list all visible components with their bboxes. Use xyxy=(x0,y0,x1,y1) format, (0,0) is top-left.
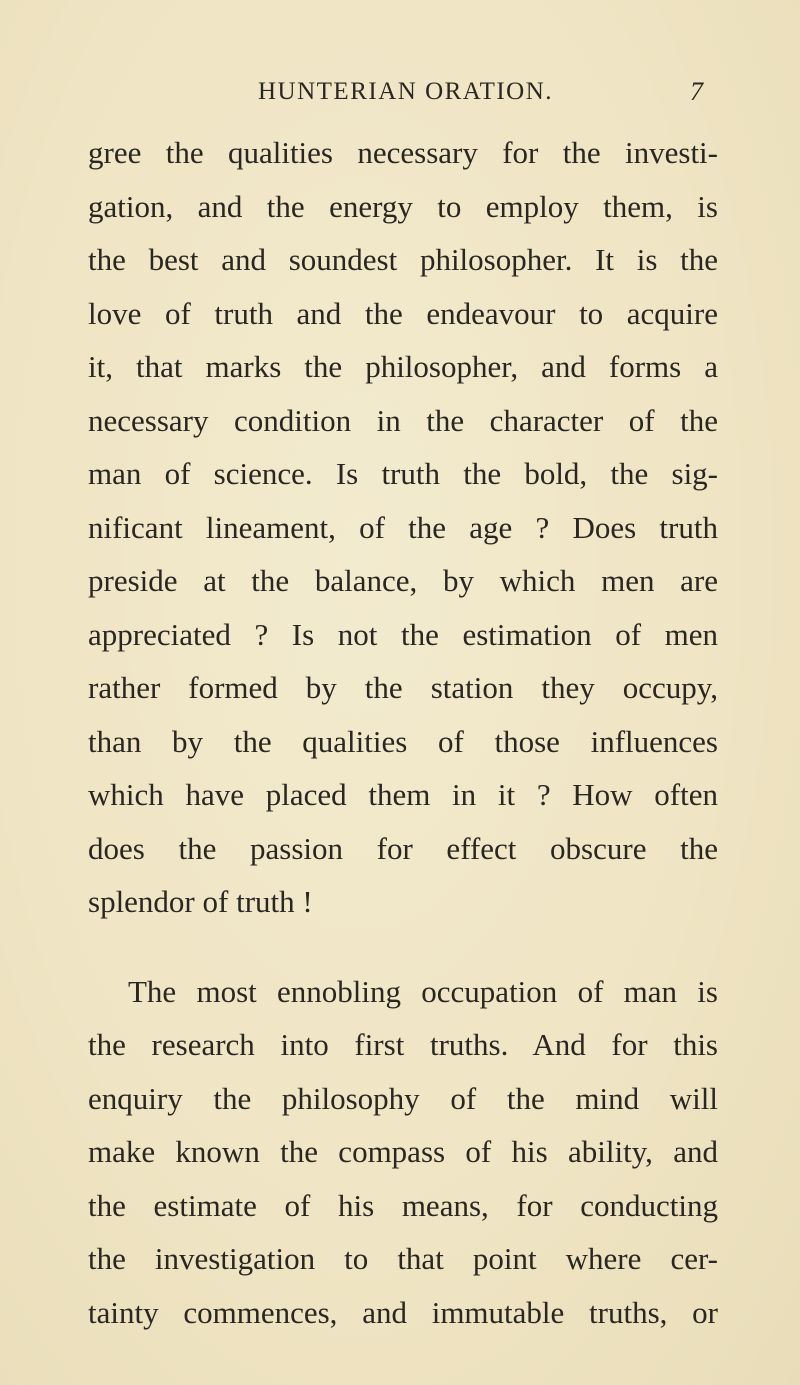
text-line: which have placed them in it ? How often xyxy=(88,777,718,812)
text-line: gation, and the energy to employ them, is xyxy=(88,188,718,224)
text-line: The most ennobling occupation of man is xyxy=(128,973,718,1009)
text-line: does the passion for effect obscure the xyxy=(88,830,718,866)
text-line: the research into first truths. And for this xyxy=(88,1027,718,1062)
text-line: rather formed by the station they occupy, xyxy=(88,670,718,705)
paragraph-2 xyxy=(88,965,718,1340)
text-line: preside at the balance, by which men are xyxy=(88,563,718,598)
running-title: HUNTERIAN ORATION. xyxy=(258,78,554,105)
text-line: than by the qualities of those influences xyxy=(88,723,718,759)
text-line: the estimate of his means, for conducting xyxy=(88,1187,718,1223)
text-line: gree the qualities necessary for the investi- xyxy=(88,135,718,170)
text-line: make known the compass of his ability, and xyxy=(88,1134,718,1169)
text-line: necessary condition in the character of the xyxy=(88,402,718,438)
page-number: 7 xyxy=(690,77,703,106)
text-line: the best and soundest philosopher. It is the xyxy=(88,242,718,277)
text-line: nificant lineament, of the age ? Does truth xyxy=(88,509,718,545)
text-line: tainty commences, and immutable truths, or xyxy=(88,1294,718,1330)
text-line: man of science. Is truth the bold, the sig- xyxy=(88,456,718,491)
text-line: splendor of truth ! xyxy=(88,884,313,919)
running-head xyxy=(0,72,800,112)
paragraph-gap xyxy=(88,929,718,965)
text-line: appreciated ? Is not the estimation of men xyxy=(88,616,718,652)
text-line: it, that marks the philosopher, and forms a xyxy=(88,349,718,384)
text-line: love of truth and the endeavour to acquire xyxy=(88,295,718,331)
text-line: enquiry the philosophy of the mind will xyxy=(88,1080,718,1116)
paragraph-1 xyxy=(88,126,718,929)
body-text xyxy=(88,126,718,1339)
text-line: the investigation to that point where cer- xyxy=(88,1241,718,1276)
